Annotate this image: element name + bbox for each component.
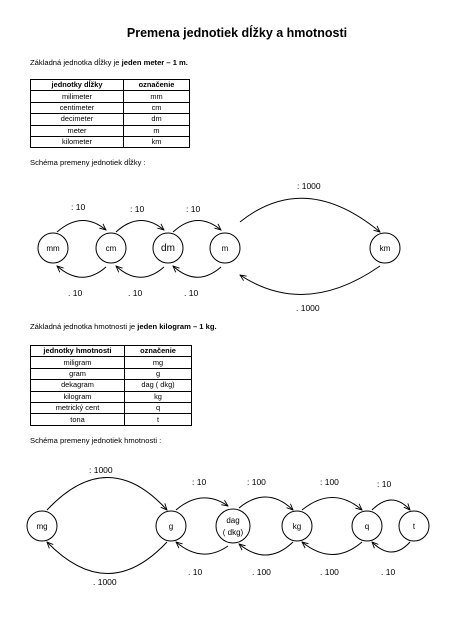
length-intro-text: Základná jednotka dĺžky je [30, 58, 120, 67]
length-div-arrow [116, 220, 164, 232]
table-cell: mm [124, 91, 190, 102]
mass-div-arrow [372, 500, 410, 510]
mass-mul-arrow [302, 542, 362, 555]
length-node-mm [38, 233, 68, 263]
mass-div-label: : 10 [192, 477, 207, 487]
mass-schema-label: Schéma premeny jednotiek hmotnosti : [30, 436, 162, 445]
node-label: cm [105, 244, 117, 253]
length-node-cm [96, 233, 126, 263]
length-mul-arrow [116, 266, 164, 277]
length-div-label: : 10 [130, 204, 145, 214]
mass-mul-arrow [176, 542, 228, 554]
table-cell: gram [31, 368, 125, 379]
mass-div-label: : 10 [377, 479, 392, 489]
node-label: m [221, 244, 229, 253]
mass-mul-label: . 100 [252, 567, 271, 577]
length-intro-bold: jeden meter – 1 m. [121, 58, 188, 67]
mass-mul-label: . 1000 [93, 577, 117, 587]
node-label: t [412, 522, 416, 531]
node-label: q [364, 522, 370, 531]
table-cell: dm [124, 114, 190, 125]
length-mul-label: . 10 [128, 288, 143, 298]
mass-node-kg [282, 511, 312, 541]
node-label: ( dkg) [222, 528, 244, 537]
mass-node-dag [216, 509, 250, 543]
mass-mul-label: . 10 [381, 567, 396, 577]
mass-mul-arrow [239, 542, 293, 555]
column-header: jednotky dĺžky [31, 80, 124, 91]
length-mul-label: . 10 [184, 288, 199, 298]
table-cell: kg [125, 391, 192, 402]
mass-div-label: : 1000 [89, 465, 113, 475]
mass-div-label: : 100 [247, 477, 266, 487]
length-schema-label: Schéma premeny jednotiek dĺžky : [30, 158, 146, 167]
column-header: označenie [124, 80, 190, 91]
length-mul-arrow [240, 266, 380, 294]
table-cell: decimeter [31, 114, 124, 125]
mass-mul-arrow [47, 542, 167, 574]
table-cell: cm [124, 102, 190, 113]
mass-intro-bold: jeden kilogram – 1 kg. [137, 322, 217, 331]
length-mul-label: . 1000 [296, 303, 320, 313]
node-label: mm [46, 244, 60, 253]
table-cell: kilogram [31, 391, 125, 402]
mass-node-mg [27, 511, 57, 541]
table-cell: miligram [31, 357, 125, 368]
mass-node-t [399, 511, 429, 541]
column-header: jednotky hmotnosti [31, 346, 125, 357]
table-cell: centimeter [31, 102, 124, 113]
table-cell: m [124, 125, 190, 136]
mass-div-arrow [239, 497, 293, 510]
table-cell: tona [31, 414, 125, 425]
mass-div-arrow [176, 498, 228, 510]
table-cell: t [125, 414, 192, 425]
table-cell: mg [125, 357, 192, 368]
length-div-arrow [240, 198, 380, 232]
page-title: Premena jednotiek dĺžky a hmotnosti [126, 26, 348, 40]
table-cell: dekagram [31, 380, 125, 391]
node-label: dm [161, 243, 175, 254]
table-cell: metrický cent [31, 402, 125, 413]
table-cell: g [125, 368, 192, 379]
table-cell: km [124, 136, 190, 147]
length-div-arrow [173, 220, 221, 232]
table-cell: dag ( dkg) [125, 380, 192, 391]
mass-div-label: : 100 [320, 477, 339, 487]
table-cell: meter [31, 125, 124, 136]
table-cell: q [125, 402, 192, 413]
length-div-label: : 1000 [297, 181, 321, 191]
length-div-label: : 10 [186, 204, 201, 214]
length-div-label: : 10 [71, 202, 86, 212]
node-label: mg [36, 522, 48, 531]
length-node-km [370, 233, 400, 263]
mass-node-g [156, 511, 186, 541]
mass-mul-label: . 100 [320, 567, 339, 577]
length-mul-arrow [173, 266, 221, 277]
mass-mul-arrow [372, 542, 410, 552]
length-mul-arrow [57, 266, 106, 277]
length-div-arrow [57, 220, 106, 232]
node-label: dag [226, 516, 240, 525]
node-label: kg [292, 522, 302, 531]
node-label: km [379, 244, 391, 253]
length-node-dm [153, 233, 183, 263]
mass-node-q [352, 511, 382, 541]
length-mul-label: . 10 [68, 288, 83, 298]
node-label: g [168, 522, 174, 531]
table-cell: kilometer [31, 136, 124, 147]
column-header: označenie [125, 346, 192, 357]
length-node-m [210, 233, 240, 263]
mass-mul-label: . 10 [188, 567, 203, 577]
mass-intro-text: Základná jednotka hmotnosti je [30, 322, 136, 331]
mass-div-arrow [302, 498, 362, 511]
table-cell: milimeter [31, 91, 124, 102]
mass-div-arrow [47, 478, 167, 511]
